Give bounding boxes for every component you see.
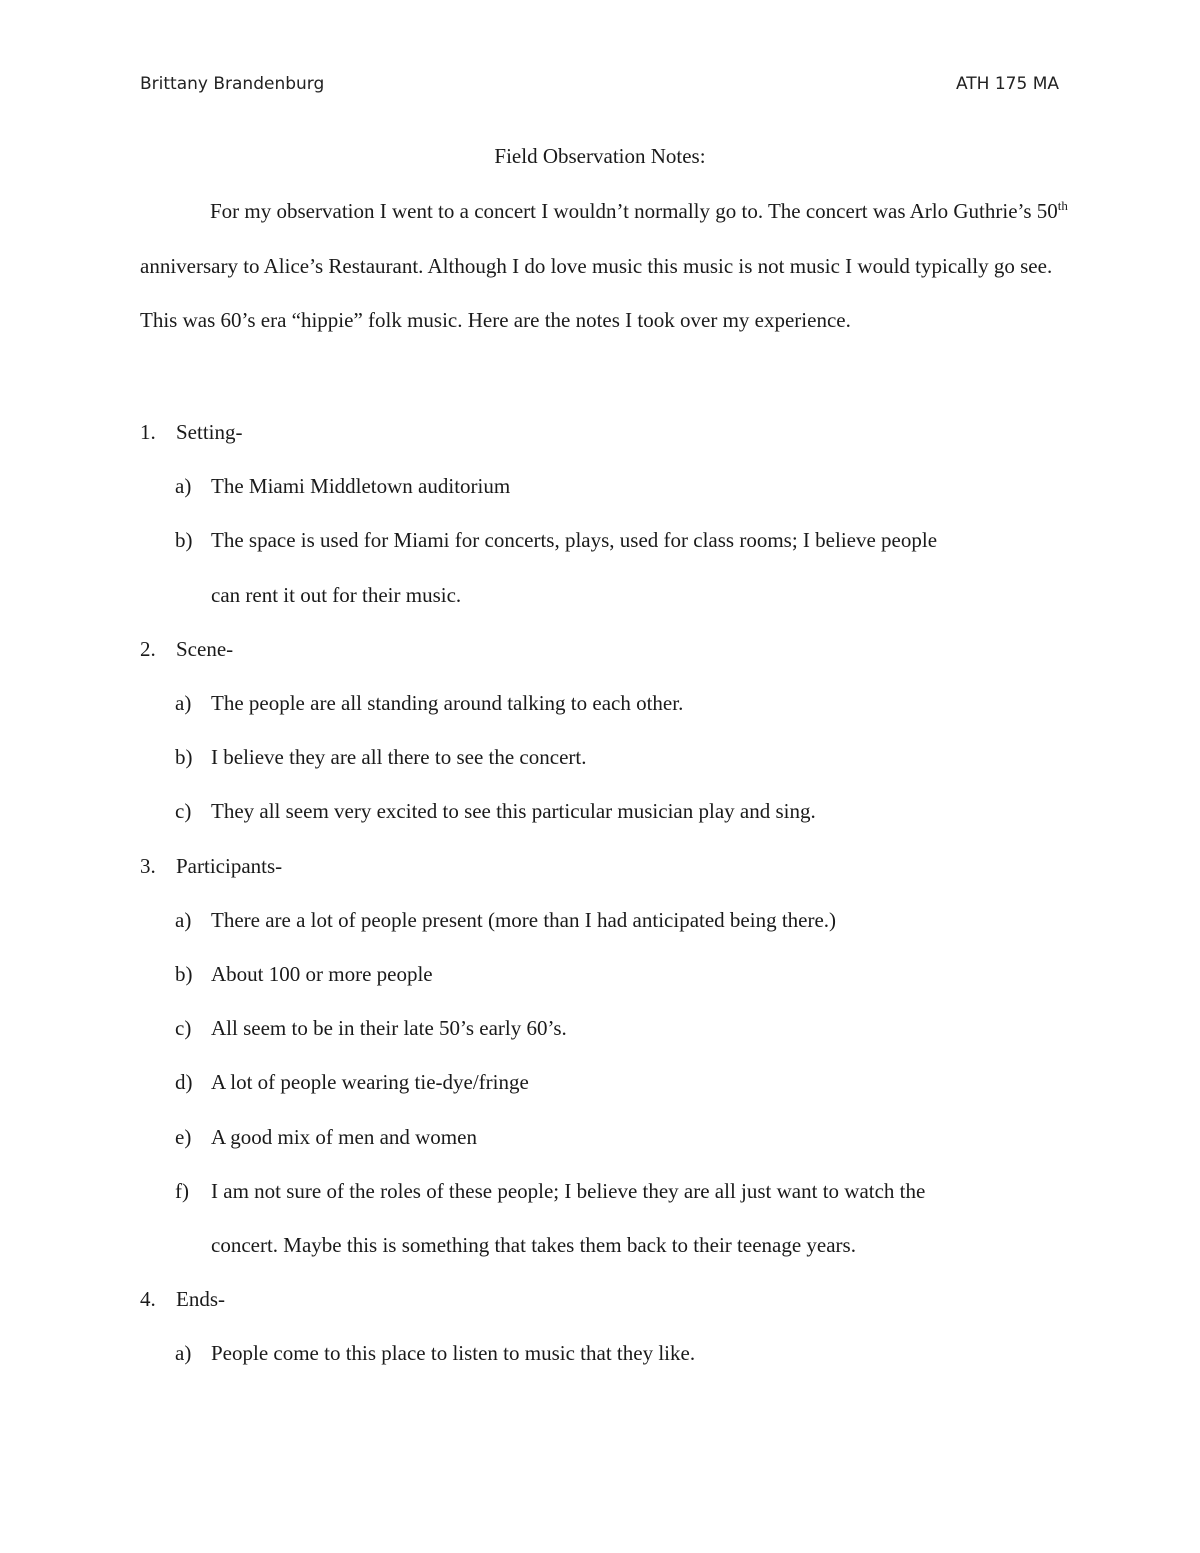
- list-item-letter: b): [175, 528, 193, 553]
- list-item-text: All seem to be in their late 50’s early 60’s.: [211, 1016, 567, 1041]
- list-heading-text: Setting-: [176, 420, 243, 444]
- list-item-text: A lot of people wearing tie-dye/fringe: [211, 1070, 529, 1095]
- list-item-letter: a): [175, 907, 192, 932]
- list-item-text: There are a lot of people present (more than I had anticipated being there.): [211, 907, 837, 932]
- list-item-text: The Miami Middletown auditorium: [211, 474, 511, 499]
- ordinal-suffix: th: [1057, 198, 1068, 213]
- list-number: 2.: [140, 636, 156, 661]
- list-item-text: They all seem very excited to see this particular musician play and sing.: [211, 799, 816, 824]
- author-name: Brittany Brandenburg: [140, 74, 325, 94]
- list-item-text: I believe they are all there to see the concert.: [211, 745, 587, 770]
- intro-text-end: anniversary to Alice’s Restaurant. Although I do love music this music is not music I would typically go see. This was 60’s era “hippie” folk music. Here are the notes I took over my experience.: [140, 253, 1053, 332]
- list-item-text: About 100 or more people: [211, 962, 433, 986]
- list-item-letter: c): [175, 799, 192, 824]
- list-heading-text: Participants-: [176, 853, 283, 878]
- list-item-letter: e): [175, 1124, 192, 1149]
- intro-text-start: For my observation I went to a concert I wouldn’t normally go to. The concert was Arlo Guthrie’s 50: [210, 199, 1058, 223]
- list-item-text: I am not sure of the roles of these people; I believe they are all just want to watch the: [211, 1178, 926, 1203]
- list-item-letter: b): [175, 745, 193, 770]
- list-item-letter: c): [175, 1016, 192, 1041]
- list-item-text: The space is used for Miami for concerts, plays, used for class rooms; I believe people: [211, 528, 938, 553]
- list-item-letter: a): [175, 474, 192, 499]
- list-item-text: A good mix of men and women: [211, 1124, 477, 1149]
- course-code: ATH 175 MA: [955, 74, 1059, 94]
- document-title: Field Observation Notes:: [494, 144, 706, 168]
- list-item-text: can rent it out for their music.: [211, 582, 462, 607]
- list-item-letter: d): [175, 1070, 193, 1095]
- page-header: [140, 74, 1059, 100]
- list-heading-text: Scene-: [176, 636, 234, 661]
- list-item-letter: b): [175, 962, 193, 986]
- list-number: 4.: [140, 1287, 156, 1312]
- list-item-text: People come to this place to listen to music that they like.: [211, 1341, 696, 1366]
- list-item-text: The people are all standing around talking to each other.: [211, 691, 684, 715]
- list-item-letter: a): [175, 1341, 192, 1366]
- intro-paragraph: [140, 184, 1070, 348]
- list-item-letter: f): [175, 1178, 189, 1203]
- list-heading-text: Ends-: [176, 1287, 225, 1312]
- list-item-text: concert. Maybe this is something that takes them back to their teenage years.: [211, 1233, 856, 1257]
- list-item-letter: a): [175, 691, 192, 715]
- list-number: 3.: [140, 853, 156, 878]
- list-number: 1.: [140, 420, 156, 444]
